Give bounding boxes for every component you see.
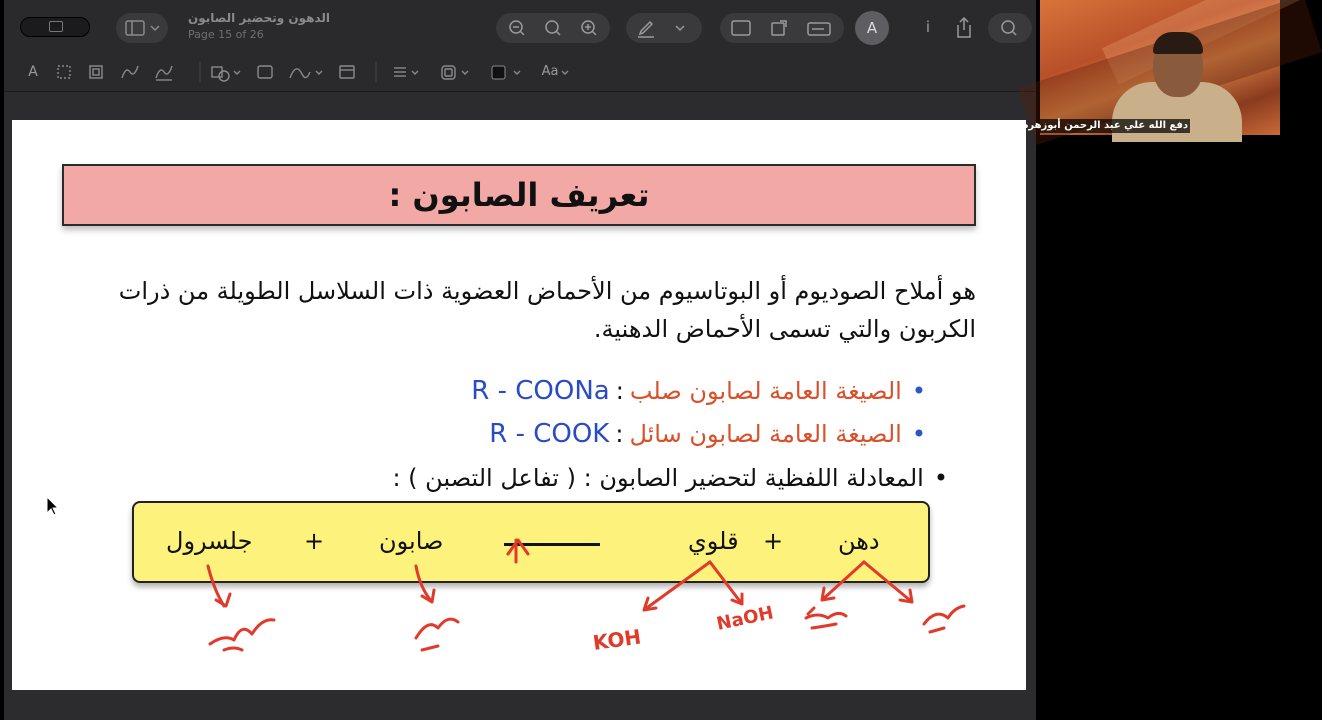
title-bar — [4, 0, 1036, 52]
participant-hair — [1153, 32, 1203, 54]
markup-icon: A — [866, 19, 878, 37]
bullet-liquid-soap: •الصيغة العامة لصابون سائل:R - COOK — [489, 419, 926, 449]
ink-label-naoh: NaOH — [714, 602, 776, 635]
pdf-page — [12, 120, 1026, 690]
pen-icon — [626, 13, 702, 43]
text-style-button[interactable] — [538, 60, 562, 84]
formula-liquid: R - COOK — [489, 419, 610, 449]
slide-title-box — [62, 164, 976, 226]
bullet-dot: • — [911, 420, 926, 448]
page-indicator: Page 15 of 26 — [188, 28, 264, 41]
bullet-word-equation — [392, 463, 948, 493]
zoom-controls — [496, 13, 610, 43]
bullet-label: الصيغة العامة لصابون سائل — [629, 420, 902, 448]
definition-paragraph: هو أملاح الصوديوم أو البوتاسيوم من الأحماض العضوية ذات السلاسل الطويلة من ذرات الكربون والتي تسمى الأحماض الدهنية. — [118, 277, 976, 343]
annotation-icons — [720, 13, 844, 43]
ink-word-soap — [416, 619, 458, 650]
search-icon — [988, 13, 1032, 43]
term-soap: صابون — [379, 527, 444, 555]
pdf-viewer-window — [4, 0, 1036, 720]
bullet-dot: • — [911, 377, 926, 405]
markup-tool-icons — [4, 52, 1036, 92]
text-style-icon: Aa — [541, 64, 559, 79]
bullet-dot: • — [933, 464, 948, 492]
reaction-arrow — [504, 543, 600, 546]
zoom-icons — [496, 13, 610, 43]
ink-word-fat — [924, 606, 964, 632]
plus-sign: + — [304, 527, 325, 555]
mouse-cursor-icon — [46, 496, 60, 518]
ink-label-koh: KOH — [591, 624, 643, 655]
document-canvas[interactable] — [4, 92, 1036, 720]
annotation-tools — [720, 13, 844, 43]
plus-sign: + — [763, 527, 784, 555]
term-glycerol: جلسرول — [166, 527, 253, 555]
term-fat: دهن — [838, 527, 880, 555]
window-controls[interactable] — [20, 17, 90, 37]
text-selection-tool[interactable] — [22, 60, 44, 84]
sidebar-icon — [116, 13, 168, 43]
ink-word-oil — [806, 608, 846, 628]
slide-title: تعريف الصابون : — [388, 176, 650, 214]
text-cursor-icon: A — [28, 64, 38, 80]
equation-box — [132, 501, 930, 583]
formula-solid: R - COONa — [471, 376, 610, 406]
screen-share-icon — [49, 21, 63, 32]
participant-video[interactable] — [1022, 0, 1280, 135]
term-alkali: قلوي — [688, 527, 739, 555]
info-icon: i — [925, 18, 931, 36]
info-button[interactable] — [918, 15, 938, 39]
ink-word-glycerol — [210, 620, 274, 650]
share-icon[interactable] — [952, 14, 976, 40]
markup-toolbar — [4, 52, 1036, 92]
bullet-solid-soap: •الصيغة العامة لصابون صلب:R - COONa — [471, 376, 926, 406]
markup-toggle-button[interactable] — [855, 11, 889, 45]
document-title: الدهون وتحضير الصابون — [188, 11, 331, 25]
highlight-button[interactable] — [626, 13, 702, 43]
word-equation-label: المعادلة اللفظية لتحضير الصابون : ( تفاعل التصبن ) : — [392, 464, 924, 492]
search-button[interactable] — [988, 13, 1032, 43]
participant-name: دفع الله علي عبد الرحمن أبوزهرة — [1022, 120, 1188, 131]
bullet-label: الصيغة العامة لصابون صلب — [629, 377, 902, 405]
sidebar-menu-button[interactable] — [116, 13, 168, 43]
